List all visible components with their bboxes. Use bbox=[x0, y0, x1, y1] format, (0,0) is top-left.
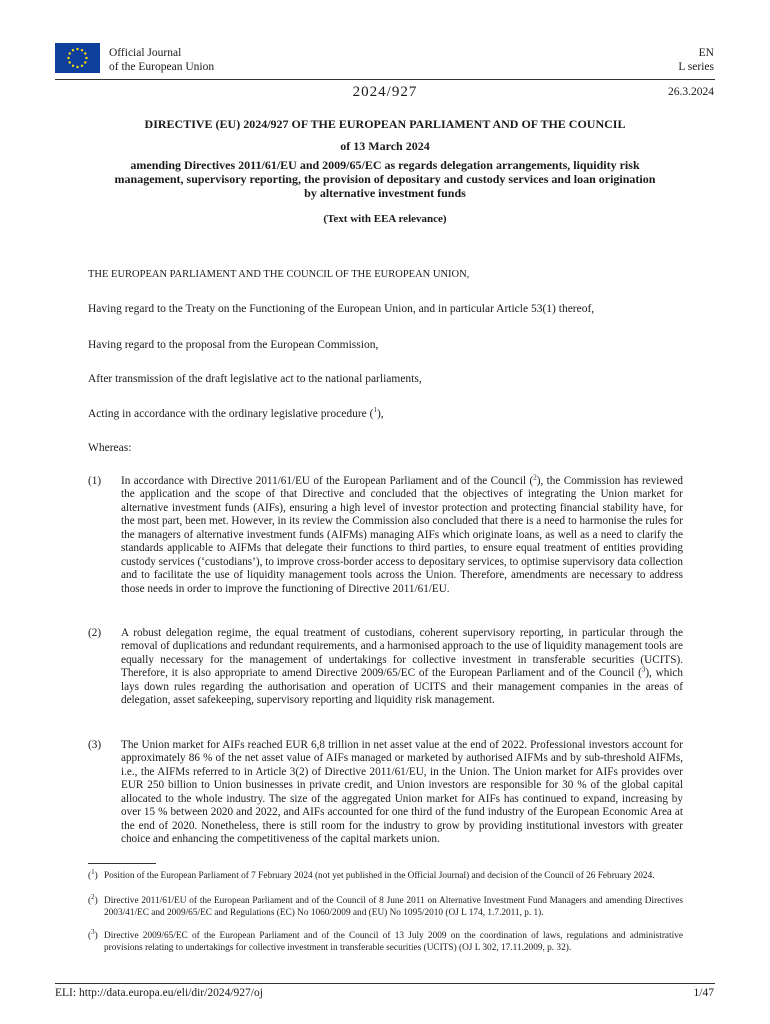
recital-2 bbox=[88, 627, 683, 708]
journal-name bbox=[109, 46, 214, 74]
directive-subject: amending Directives 2011/61/EU and 2009/65/EC as regards delegation arrangements, liquidity risk management, supervisory reporting, the provision of depositary and custody services and loan origination by alternative investment funds bbox=[114, 158, 656, 200]
journal-line-2: of the European Union bbox=[109, 61, 215, 73]
footnote-2 bbox=[88, 892, 683, 919]
recital-number: (2) bbox=[88, 627, 102, 639]
footnote-marker: 1 bbox=[91, 867, 95, 876]
eea-relevance: (Text with EEA relevance) bbox=[323, 213, 447, 225]
footnote-1 bbox=[88, 867, 683, 883]
recital-3 bbox=[88, 739, 683, 847]
recital-text bbox=[121, 627, 683, 708]
footnote-ref[interactable]: 1 bbox=[373, 406, 377, 415]
footnote-number: ($^3$) bbox=[88, 927, 98, 941]
footnote-3 bbox=[88, 927, 683, 954]
footnote-marker: 3 bbox=[91, 927, 95, 936]
eli-link[interactable]: ELI: http://data.europa.eu/eli/dir/2024/927/oj bbox=[55, 987, 263, 999]
recital-text-b: ), which lays down rules regarding the authorisation and operation of UCITS and their management companies in the areas of delegation, asset safekeeping, supervisory reporting and liquidity risk management. bbox=[121, 667, 683, 707]
footnote-text: Position of the European Parliament of 7 February 2024 (not yet published in the Official Journal) and decision of the Council of 26 February 2024. bbox=[104, 871, 655, 881]
page-number: 1/47 bbox=[693, 987, 714, 999]
header-divider bbox=[55, 79, 715, 80]
recital-number: (3) bbox=[88, 739, 102, 751]
footnote-divider bbox=[88, 863, 156, 864]
recital-text-a: In accordance with Directive 2011/61/EU of the European Parliament and of the Council ( bbox=[121, 475, 534, 487]
recital-text bbox=[121, 739, 683, 847]
preamble-treaty: Having regard to the Treaty on the Functioning of the European Union, and in particular Article 53(1) thereof, bbox=[88, 303, 595, 315]
footnote-ref[interactable]: 3 bbox=[641, 665, 646, 674]
preamble-authors: THE EUROPEAN PARLIAMENT AND THE COUNCIL OF THE EUROPEAN UNION, bbox=[88, 269, 470, 280]
whereas-label: Whereas: bbox=[88, 442, 132, 454]
procedure-end: ), bbox=[376, 408, 384, 420]
footer-divider bbox=[55, 983, 715, 984]
footnote-text: Directive 2011/61/EU of the European Parliament and of the Council of 8 June 2011 on Alternative Investment Fund Managers and amending Directives 2003/41/EC and 2009/65/EC and Regulations (EC) No 1060/2009 and (EU) No 1095/2010 (OJ L 174, 1.7.2011, p. 1). bbox=[104, 896, 683, 918]
publication-date: 26.3.2024 bbox=[668, 86, 714, 98]
footnote-text: Directive 2009/65/EC of the European Parliament and of the Council of 13 July 2009 on the coordination of laws, regulations and administrative provisions relating to undertakings for collective investment in transferable securities (UCITS) (OJ L 302, 17.11.2009, p. 32). bbox=[104, 931, 683, 953]
footnote-marker: 2 bbox=[91, 892, 95, 901]
series-label: L series bbox=[678, 61, 714, 73]
language-code: EN bbox=[698, 47, 714, 59]
language-series bbox=[678, 46, 714, 74]
recital-text-a: A robust delegation regime, the equal treatment of custodians, coherent supervisory reporting, in particular through the removal of duplications and redundant requirements, and a harmonised approach to the use of liquidity management tools are equally necessary for the management of undertakings for collective investment in transferable securities (UCITS). Therefore, it is also appropriate to amend Directive 2009/65/EC of the European Parliament and of the Council ( bbox=[121, 627, 683, 680]
recital-text bbox=[121, 475, 683, 596]
journal-line-1: Official Journal bbox=[109, 47, 182, 59]
preamble-proposal: Having regard to the proposal from the European Commission, bbox=[88, 339, 379, 351]
footnote-number: ($^2$) bbox=[88, 892, 98, 906]
eu-flag-icon bbox=[55, 43, 100, 73]
directive-title: DIRECTIVE (EU) 2024/927 OF THE EUROPEAN PARLIAMENT AND OF THE COUNCIL bbox=[144, 117, 626, 131]
recital-text-a: The Union market for AIFs reached EUR 6,8 trillion in net asset value at the end of 2022. Professional investors account for approximately 86 % of the net asset value of AIFs managed or marketed by authorised AIFMs and by sub-threshold AIFMs, i.e., the AIFMs referred to in Article 3(2) of Directive 2011/61/EU, in the Union. The Union market for AIFs provides over EUR 250 billion to Union businesses in private credit, and Union investors are responsible for 30 % of the global capital allocated to the whole industry. The size of the aggregated Union market for AIFs has continued to expand, increasing by over 15 % between 2020 and 2022, and AIFs accounted for one third of the fund industry of the European Economic Area at the end of 2020. Nonetheless, there is still room for the industry to grow by providing institutional investors with greater choice and enhancing the competitiveness of the capital markets union. bbox=[121, 739, 683, 846]
recital-number: (1) bbox=[88, 475, 102, 487]
directive-date: of 13 March 2024 bbox=[340, 139, 430, 153]
document-number: 2024/927 bbox=[352, 84, 418, 100]
procedure-text: Acting in accordance with the ordinary legislative procedure ( bbox=[88, 408, 374, 420]
preamble-transmission: After transmission of the draft legislative act to the national parliaments, bbox=[88, 373, 422, 385]
preamble-procedure bbox=[88, 408, 384, 420]
recital-text-b: ), the Commission has reviewed the application and the scope of that Directive and concluded that the objectives of integrating the Union market for alternative investment funds (AIFs), ensuring a high level of investor protection and protecting financial stability have, for the most part, been met. However, in its review the Commission also concluded that there is a need to harmonise the rules for the managers of alternative investment funds (AIFMs) managing AIFs which originate loans, as well as a need to clarify the standards applicable to AIFMs that delegate their functions to third parties, to ensure equal treatment of entities providing custody services (‘custodians’), to improve cross-border access to depositary services, to optimise supervisory data collection and to facilitate the use of liquidity management tools across the Union. Therefore, amendments are necessary to address those needs in order to improve the functioning of Directive 2011/61/EU. bbox=[121, 475, 684, 595]
footnote-number: ($^1$) bbox=[88, 867, 98, 881]
footnote-ref[interactable]: 2 bbox=[533, 473, 537, 482]
recital-1 bbox=[88, 475, 683, 596]
